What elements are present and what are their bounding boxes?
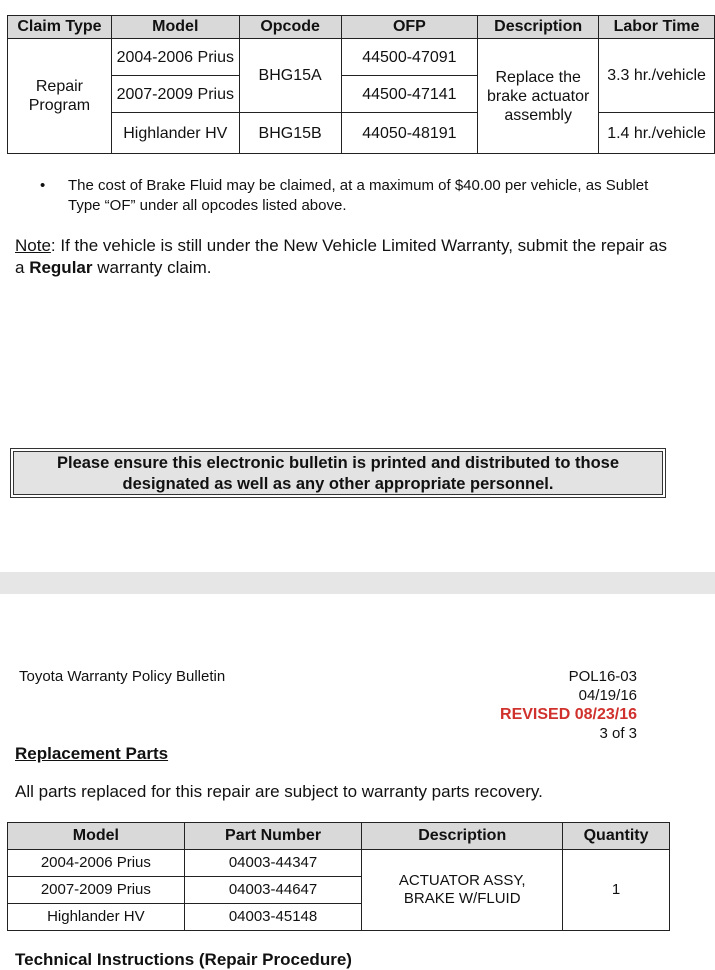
model-cell: Highlander HV bbox=[8, 904, 185, 931]
labor-table bbox=[7, 15, 715, 154]
model-cell: Highlander HV bbox=[111, 113, 239, 154]
note-bold-text: Regular bbox=[29, 258, 93, 277]
col-description: Description bbox=[362, 823, 563, 850]
parts-table bbox=[7, 822, 670, 931]
quantity-cell: 1 bbox=[563, 850, 670, 931]
col-ofp: OFP bbox=[341, 16, 478, 39]
labor-time-cell: 3.3 hr./vehicle bbox=[599, 39, 715, 113]
bulletin-title: Toyota Warranty Policy Bulletin bbox=[19, 668, 226, 685]
opcode-cell: BHG15B bbox=[239, 113, 341, 154]
note-paragraph bbox=[15, 235, 675, 279]
revised-label: REVISED 08/23/16 bbox=[500, 706, 637, 723]
page-number: 3 of 3 bbox=[599, 725, 637, 742]
replacement-paragraph: All parts replaced for this repair are subject to warranty parts recovery. bbox=[15, 782, 543, 801]
notice-box bbox=[10, 448, 666, 498]
note-text: : If the vehicle is still under the New Vehicle Limited Warranty, submit the repair as a bbox=[15, 236, 667, 277]
col-claim-type: Claim Type bbox=[8, 16, 112, 39]
note-label: Note bbox=[15, 236, 51, 255]
bullet-text: The cost of Brake Fluid may be claimed, at a maximum of $40.00 per vehicle, as Sublet Type “OF” under all opcodes listed above. bbox=[68, 177, 649, 214]
col-part-number: Part Number bbox=[184, 823, 362, 850]
model-cell: 2007-2009 Prius bbox=[111, 76, 239, 113]
col-quantity: Quantity bbox=[563, 823, 670, 850]
page-separator bbox=[0, 572, 715, 594]
part-number-cell: 04003-44347 bbox=[184, 850, 362, 877]
col-opcode: Opcode bbox=[239, 16, 341, 39]
doc-date: 04/19/16 bbox=[578, 687, 637, 704]
bulletin-meta bbox=[500, 667, 637, 743]
doc-id: POL16-03 bbox=[568, 668, 637, 685]
col-model: Model bbox=[111, 16, 239, 39]
ofp-cell: 44050-48191 bbox=[341, 113, 478, 154]
notice-text: Please ensure this electronic bulletin is printed and distributed to those designated as well as any other appropriate personnel. bbox=[13, 451, 663, 495]
parts-header-row bbox=[8, 823, 670, 850]
model-cell: 2004-2006 Prius bbox=[111, 39, 239, 76]
note-text-end: warranty claim. bbox=[92, 258, 212, 277]
page-3 bbox=[0, 594, 715, 969]
table-row bbox=[8, 39, 715, 76]
technical-instructions-heading: Technical Instructions (Repair Procedure) bbox=[15, 950, 352, 969]
bullet-item bbox=[40, 176, 680, 216]
model-cell: 2007-2009 Prius bbox=[8, 877, 185, 904]
replacement-parts-heading: Replacement Parts bbox=[15, 744, 169, 763]
bullet-dot-icon: • bbox=[40, 177, 46, 194]
part-number-cell: 04003-44647 bbox=[184, 877, 362, 904]
description-cell: ACTUATOR ASSY, BRAKE W/FLUID bbox=[362, 850, 563, 931]
part-number-cell: 04003-45148 bbox=[184, 904, 362, 931]
model-cell: 2004-2006 Prius bbox=[8, 850, 185, 877]
claim-type-cell: Repair Program bbox=[8, 39, 112, 154]
labor-header-row bbox=[8, 16, 715, 39]
col-labor-time: Labor Time bbox=[599, 16, 715, 39]
opcode-cell: BHG15A bbox=[239, 39, 341, 113]
ofp-cell: 44500-47141 bbox=[341, 76, 478, 113]
labor-time-cell: 1.4 hr./vehicle bbox=[599, 113, 715, 154]
ofp-cell: 44500-47091 bbox=[341, 39, 478, 76]
col-model: Model bbox=[8, 823, 185, 850]
table-row bbox=[8, 113, 715, 154]
table-row bbox=[8, 850, 670, 877]
col-description: Description bbox=[478, 16, 599, 39]
description-cell: Replace the brake actuator assembly bbox=[478, 39, 599, 154]
